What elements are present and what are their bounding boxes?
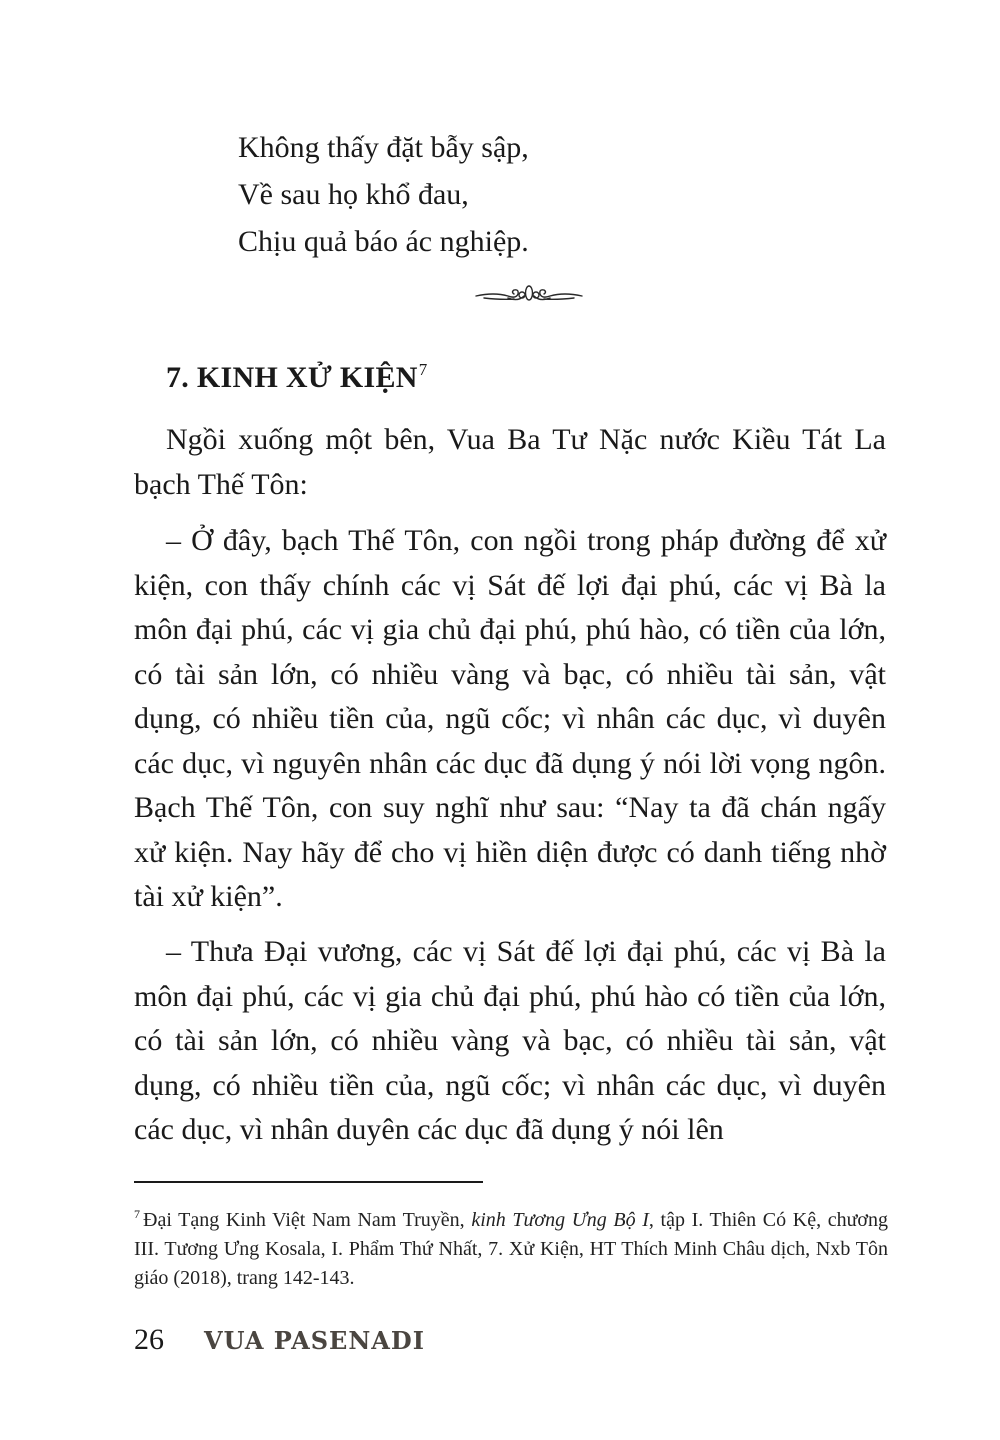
verse-block — [238, 124, 529, 265]
footnote-italic-title: kinh Tương Ưng Bộ I — [471, 1209, 649, 1231]
paragraph-text: – Ở đây, bạch Thế Tôn, con ngồi trong pháp đường để xử kiện, con thấy chính các vị Sát đế lợi đại phú, các vị Bà la môn đại phú, các vị gia chủ đại phú, phú hào, có tiền của lớn, có tài sản lớn, có nhiều vàng và bạc, có nhiều tài sản, vật dụng, có nhiều tiền của, ngũ cốc; vì nhân các dục, vì duyên các dục, vì nguyên nhân các dục đã dụng ý nói lời vọng ngôn. Bạch Thế Tôn, con suy nghĩ như sau: “Nay ta đã chán ngấy xử kiện. Nay hãy để cho vị hiền diện được có danh tiếng nhờ tài xử kiện”. — [134, 524, 886, 913]
verse-line: Chịu quả báo ác nghiệp. — [238, 225, 529, 258]
footnote-text: Đại Tạng Kinh Việt Nam Nam Truyền, — [143, 1209, 472, 1231]
footnote — [134, 1200, 888, 1293]
body-paragraph — [134, 418, 886, 507]
page-number: 26 — [134, 1323, 164, 1356]
footnote-reference[interactable]: 7 — [418, 360, 428, 379]
page-footer — [134, 1320, 425, 1360]
running-title: VUA PASENADI — [204, 1325, 425, 1355]
paragraph-text: – Thưa Đại vương, các vị Sát đế lợi đại phú, các vị Bà la môn đại phú, các vị gia chủ đại phú, phú hào có tiền của lớn, có tài sản lớn, có nhiều vàng và bạc, có nhiều tài sản, vật dụng, có nhiều tiền của, ngũ cốc; vì nhân các dục, vì duyên các dục, vì nhân duyên các dục đã dụng ý nói lên — [134, 935, 886, 1146]
footnote-text: , tập I. Thiên Có Kệ, chương III. Tương Ưng Kosala, I. Phẩm Thứ Nhất, 7. Xử Kiện, HT Thích Minh Châu dịch, Nxb Tôn giáo (2018), trang 142-143. — [134, 1209, 888, 1289]
verse-line: Về sau họ khổ đau, — [238, 178, 469, 211]
verse-line: Không thấy đặt bẫy sập, — [238, 131, 529, 164]
body-paragraph — [134, 930, 886, 1153]
section-heading-text: 7. KINH XỬ KIỆN — [166, 361, 418, 394]
section-heading — [166, 360, 428, 395]
footnote-divider — [134, 1181, 483, 1183]
body-paragraph — [134, 519, 886, 920]
paragraph-text: Ngồi xuống một bên, Vua Ba Tư Nặc nước Kiều Tát La bạch Thế Tôn: — [134, 423, 886, 501]
footnote-number: 7 — [134, 1207, 140, 1221]
decorative-flourish-icon — [474, 280, 584, 308]
